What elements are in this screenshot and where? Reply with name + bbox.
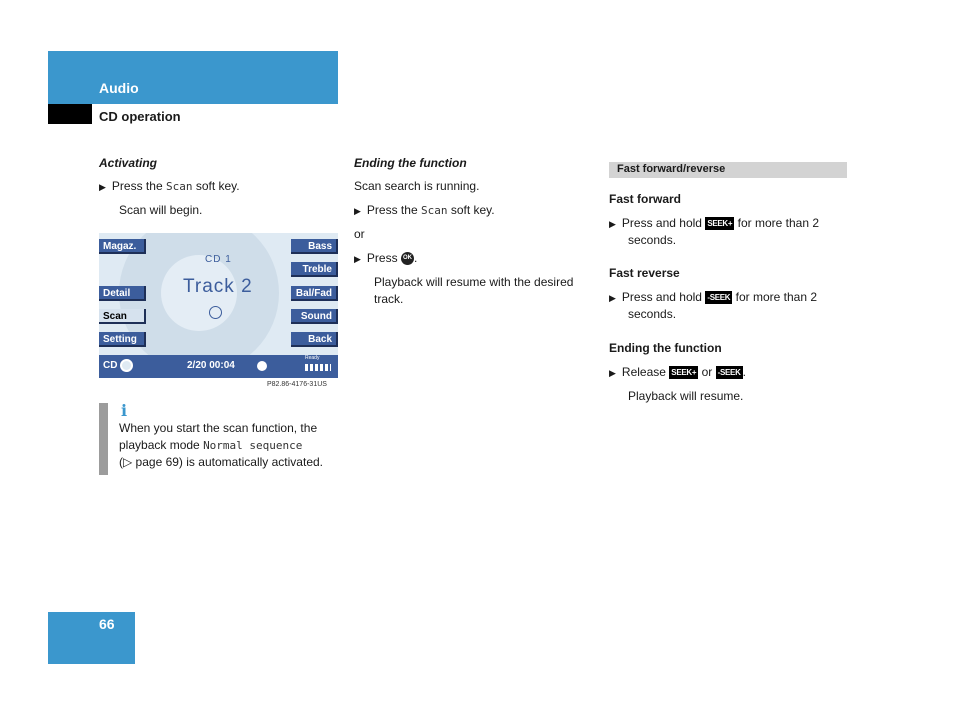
page-number-box bbox=[48, 612, 135, 664]
note-line-3: (▷ page 69) is automatically activated. bbox=[119, 455, 323, 469]
activating-result: Scan will begin. bbox=[119, 203, 203, 217]
fast-reverse-step bbox=[609, 289, 817, 307]
seek-minus-key-icon: -SEEK bbox=[707, 293, 731, 303]
step-text: Press and hold bbox=[621, 290, 702, 304]
status-bar bbox=[99, 355, 338, 378]
resume-line-2: track. bbox=[374, 292, 404, 306]
or-text: or bbox=[701, 365, 713, 379]
ending-heading: Ending the function bbox=[354, 156, 467, 170]
fast-forward-step-cont: seconds. bbox=[628, 233, 677, 247]
note-bar bbox=[99, 403, 108, 475]
ending-step-1 bbox=[354, 202, 495, 220]
subsection-title: CD operation bbox=[99, 109, 181, 124]
page-number: 66 bbox=[99, 616, 115, 632]
source-label: CD bbox=[103, 360, 118, 371]
softkey-magaz[interactable]: Magaz. bbox=[99, 239, 146, 254]
seek-minus-key-icon: -SEEK bbox=[717, 368, 741, 378]
note-line-1: When you start the scan function, the bbox=[119, 421, 318, 435]
bullet-icon: ▶ bbox=[354, 254, 361, 264]
step-text-end: for more than 2 bbox=[735, 290, 817, 304]
softkey-setting[interactable]: Setting bbox=[99, 332, 146, 347]
bullet-icon: ▶ bbox=[609, 219, 616, 229]
cd-icon bbox=[120, 359, 133, 372]
subsection-marker bbox=[48, 104, 92, 124]
step-text-end: soft key. bbox=[450, 203, 495, 217]
softkey-bass[interactable]: Bass bbox=[291, 239, 338, 254]
info-icon: i bbox=[121, 401, 128, 420]
track-time: 2/20 00:04 bbox=[187, 360, 235, 371]
softkey-balfad[interactable]: Bal/Fad bbox=[291, 286, 338, 301]
step-text-end: soft key. bbox=[195, 179, 240, 193]
note-line-2 bbox=[119, 437, 302, 454]
cd-display-screen bbox=[99, 233, 338, 378]
step-text-end: for more than 2 bbox=[737, 216, 820, 230]
softkey-sound[interactable]: Sound bbox=[291, 309, 338, 324]
step-text-end: . bbox=[413, 251, 418, 265]
header-bar bbox=[48, 51, 338, 104]
step-text: Press the bbox=[366, 203, 418, 217]
note-text: playback mode bbox=[119, 438, 200, 452]
cd-label: CD 1 bbox=[205, 254, 232, 265]
track-label: Track 2 bbox=[183, 276, 253, 297]
section-title: Audio bbox=[99, 80, 139, 96]
step-text: Press bbox=[366, 251, 398, 265]
or-text: or bbox=[354, 227, 365, 241]
softkey-detail[interactable]: Detail bbox=[99, 286, 146, 301]
activating-step bbox=[99, 178, 240, 196]
end-function-heading: Ending the function bbox=[609, 341, 722, 355]
activating-heading: Activating bbox=[99, 156, 158, 170]
ready-label: Ready bbox=[305, 355, 320, 361]
bullet-icon: ▶ bbox=[354, 206, 361, 216]
fast-reverse-step-cont: seconds. bbox=[628, 307, 677, 321]
ending-step-2 bbox=[354, 250, 417, 268]
figure-caption: P82.86-4176-31US bbox=[267, 381, 327, 388]
disc-indicator-icon bbox=[257, 361, 267, 371]
resume-line-1: Playback will resume with the desired bbox=[374, 275, 574, 289]
softkey-scan[interactable]: Scan bbox=[99, 309, 146, 324]
scan-code: Scan bbox=[420, 204, 448, 217]
fast-forward-step bbox=[609, 215, 819, 233]
softkey-back[interactable]: Back bbox=[291, 332, 338, 347]
fast-reverse-heading: Fast reverse bbox=[609, 266, 680, 280]
bullet-icon: ▶ bbox=[99, 182, 106, 192]
bullet-icon: ▶ bbox=[609, 293, 616, 303]
fast-forward-heading: Fast forward bbox=[609, 192, 682, 206]
scan-code: Scan bbox=[165, 180, 193, 193]
end-function-step bbox=[609, 364, 746, 382]
signal-bars-icon bbox=[305, 364, 331, 371]
step-text: Release bbox=[621, 365, 666, 379]
bullet-icon: ▶ bbox=[609, 368, 616, 378]
section-header-title: Fast forward/reverse bbox=[617, 163, 726, 175]
scan-clock-icon bbox=[209, 306, 222, 319]
step-text-end: . bbox=[742, 365, 746, 379]
end-function-result: Playback will resume. bbox=[628, 389, 744, 403]
ok-button-icon: OK bbox=[401, 252, 414, 265]
seek-plus-key-icon: SEEK+ bbox=[671, 368, 697, 378]
scan-running-text: Scan search is running. bbox=[354, 179, 480, 193]
softkey-treble[interactable]: Treble bbox=[291, 262, 338, 277]
normal-sequence-code: Normal sequence bbox=[203, 439, 303, 452]
step-text: Press the bbox=[111, 179, 163, 193]
step-text: Press and hold bbox=[621, 216, 702, 230]
seek-plus-key-icon: SEEK+ bbox=[707, 219, 733, 229]
